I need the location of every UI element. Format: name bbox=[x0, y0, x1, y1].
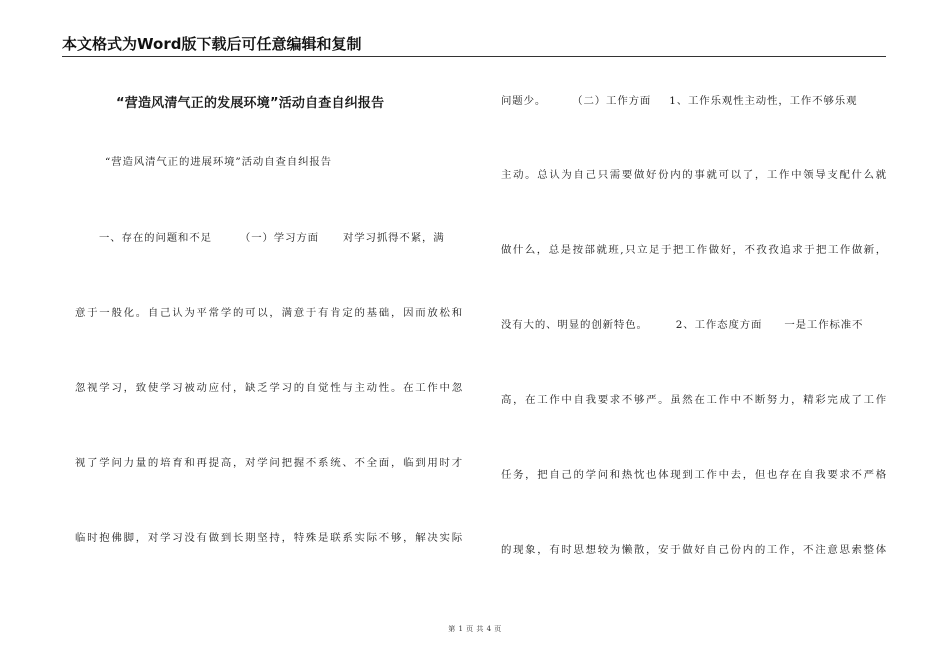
page-number-footer: 第 1 页 共 4 页 bbox=[448, 625, 502, 633]
paragraph-line: 忽视学习，致使学习被动应付，缺乏学习的自觉性与主动性。在工作中忽 bbox=[75, 382, 463, 394]
paragraph-text: 对学习抓得不紧，满 bbox=[342, 232, 445, 244]
paragraph-line: 主动。总认为自己只需要做好份内的事就可以了，工作中领导支配什么就 bbox=[501, 169, 887, 181]
paragraph-text: 一是工作标准不 bbox=[784, 319, 864, 331]
paragraph-line: 的现象，有时思想较为懒散，安于做好自己份内的工作，不注意思索整体 bbox=[501, 544, 887, 556]
paragraph-text: 没有大的、明显的创新特色。 bbox=[501, 319, 648, 331]
banner-divider bbox=[62, 56, 886, 57]
paragraph-line: 高，在工作中自我要求不够严。虽然在工作中不断努力，精彩完成了工作 bbox=[501, 394, 887, 406]
report-subtitle: “营造风清气正的进展环境”活动自查自纠报告 bbox=[105, 156, 332, 168]
paragraph-line: 视了学问力量的培育和再提高，对学问把握不系统、不全面，临到用时才 bbox=[75, 457, 463, 469]
sub-heading: （二）工作方面 bbox=[572, 95, 652, 107]
paragraph-text: 1、工作乐观性主动性，工作不够乐观 bbox=[669, 95, 858, 107]
download-banner: 本文格式为Word版下载后可任意编辑和复制 bbox=[62, 35, 362, 53]
sub-heading: 2、工作态度方面 bbox=[675, 319, 763, 331]
paragraph-line: 意于一般化。自己认为平常学的可以，满意于有肯定的基础，因而放松和 bbox=[75, 307, 463, 319]
paragraph-line: 任务，把自己的学问和热忱也体现到工作中去，但也存在自我要求不严格 bbox=[501, 469, 887, 481]
sub-heading: （一）学习方面 bbox=[239, 232, 319, 244]
paragraph-line bbox=[501, 318, 863, 332]
paragraph-line: 临时抱佛脚，对学习没有做到长期坚持，特殊是联系实际不够，解决实际 bbox=[75, 532, 463, 544]
document-title: “营造风清气正的发展环境”活动自查自纠报告 bbox=[116, 96, 385, 111]
paragraph-line: 做什么，总是按部就班,只立足于把工作做好，不孜孜追求于把工作做新， bbox=[501, 244, 887, 256]
paragraph-line bbox=[501, 94, 857, 108]
section-heading: 一、存在的问题和不足 bbox=[99, 232, 212, 244]
paragraph-text: 问题少。 bbox=[501, 95, 547, 107]
paragraph-line bbox=[99, 231, 445, 245]
